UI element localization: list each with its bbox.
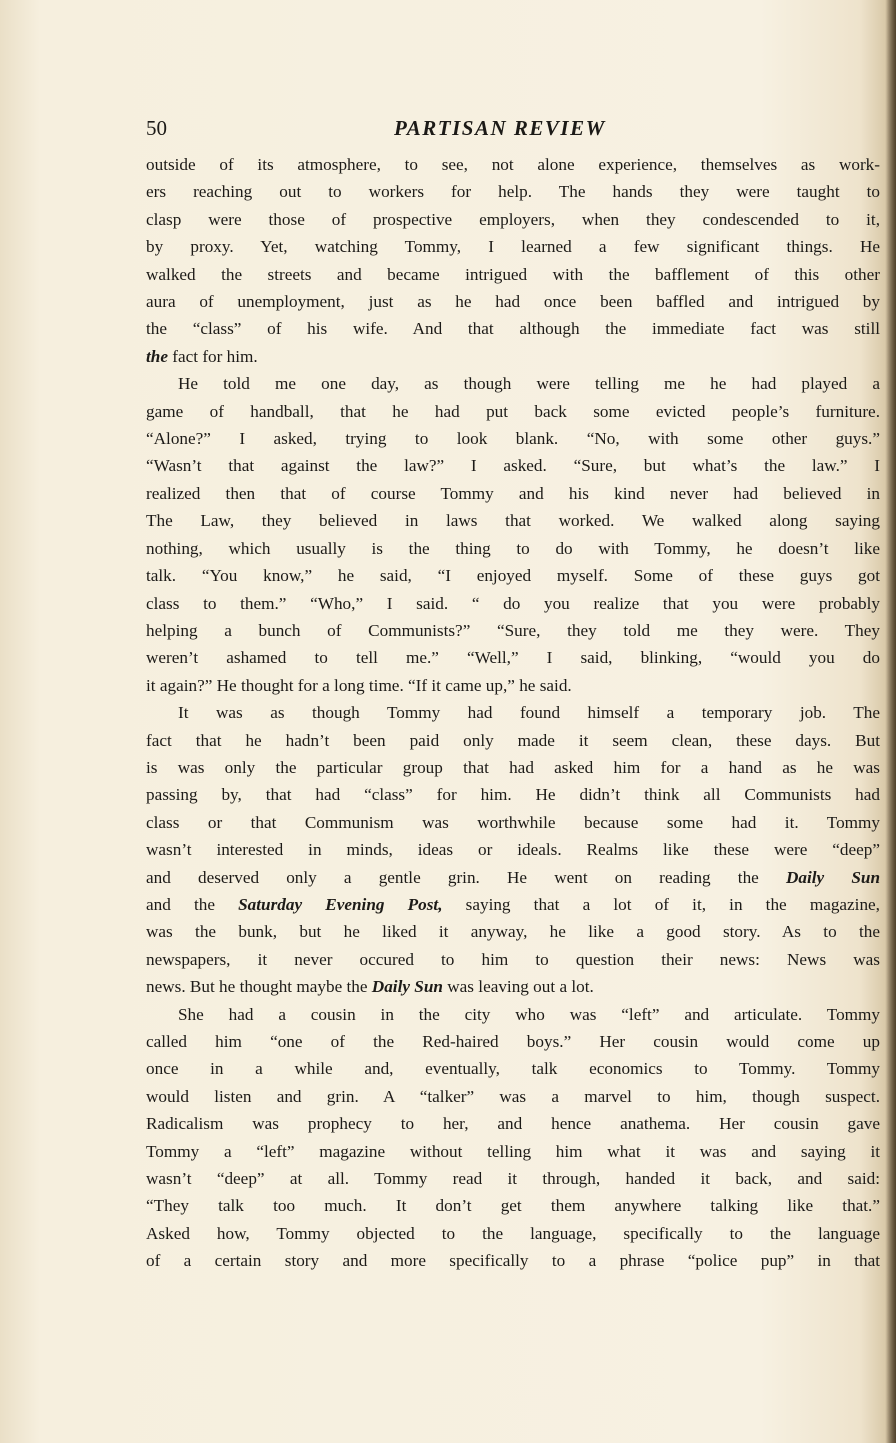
text-line: wasn’t “deep” at all. Tommy read it through, handed it back, and said: bbox=[146, 1169, 880, 1189]
page-number: 50 bbox=[146, 116, 167, 140]
text-line: He told me one day, as though were telling me he had played a bbox=[178, 374, 880, 394]
text-line: game of handball, that he had put back some evicted people’s furniture. bbox=[146, 401, 880, 421]
text-fragment: and deserved only a gentle grin. He went on reading the bbox=[146, 867, 759, 887]
text-line: the “class” of his wife. And that although the immediate fact was still bbox=[146, 319, 880, 339]
text-line: ers reaching out to workers for help. The hands they were taught to bbox=[146, 182, 880, 202]
text-line: Radicalism was prophecy to her, and hence anathema. Her cousin gave bbox=[146, 1114, 880, 1134]
text-fragment: saying that a lot of it, in the magazine, bbox=[465, 894, 880, 914]
text-line bbox=[146, 891, 880, 918]
article-body bbox=[146, 151, 880, 1275]
text-line: once in a while and, eventually, talk economics to Tommy. Tommy bbox=[146, 1059, 880, 1079]
emphasis: Daily Sun bbox=[371, 977, 443, 997]
text-line: was the bunk, but he liked it anyway, he like a good story. As to the bbox=[146, 922, 880, 942]
text-line: “They talk too much. It don’t get them anywhere talking like that.” bbox=[146, 1196, 880, 1216]
running-header bbox=[146, 114, 880, 146]
text-line: clasp were those of prospective employers, when they condescended to it, bbox=[146, 209, 880, 229]
journal-title: PARTISAN REVIEW bbox=[394, 116, 606, 140]
text-fragment: and the bbox=[146, 894, 215, 914]
text-line bbox=[146, 973, 880, 1000]
text-line: fact that he hadn’t been paid only made it seem clean, these days. But bbox=[146, 730, 880, 750]
text-line: weren’t ashamed to tell me.” “Well,” I said, blinking, “would you do bbox=[146, 648, 880, 668]
paragraph-4 bbox=[146, 1001, 880, 1275]
text-line: nothing, which usually is the thing to do with Tommy, he doesn’t like bbox=[146, 538, 880, 558]
text-fragment: fact for him. bbox=[167, 346, 258, 366]
emphasis: the bbox=[146, 346, 168, 366]
text-line: Tommy a “left” magazine without telling him what it was and saying it bbox=[146, 1141, 880, 1161]
text-line: “Alone?” I asked, trying to look blank. “No, with some other guys.” bbox=[146, 429, 880, 449]
paragraph-1 bbox=[146, 151, 880, 370]
text-line: walked the streets and became intrigued with the bafflement of this other bbox=[146, 264, 880, 284]
emphasis: Daily Sun bbox=[785, 867, 881, 887]
text-line: it again?” He thought for a long time. “If it came up,” he said. bbox=[146, 675, 572, 695]
text-line: wasn’t interested in minds, ideas or ideals. Realms like these were “deep” bbox=[146, 840, 880, 860]
text-line: Asked how, Tommy objected to the language, specifically to the language bbox=[146, 1223, 880, 1243]
text-line: The Law, they believed in laws that worked. We walked along saying bbox=[146, 511, 880, 531]
text-line: outside of its atmosphere, to see, not alone experience, themselves as work- bbox=[146, 155, 880, 174]
emphasis: Saturday Evening Post, bbox=[238, 894, 443, 914]
text-line: talk. “You know,” he said, “I enjoyed myself. Some of these guys got bbox=[146, 566, 880, 586]
paragraph-3 bbox=[146, 699, 880, 1000]
text-line: aura of unemployment, just as he had once been baffled and intrigued by bbox=[146, 292, 880, 312]
text-fragment: news. But he thought maybe the bbox=[146, 977, 368, 997]
text-line: class or that Communism was worthwhile because some had it. Tommy bbox=[146, 812, 880, 832]
text-line: by proxy. Yet, watching Tommy, I learned a few significant things. He bbox=[146, 237, 880, 257]
text-fragment: was leaving out a lot. bbox=[447, 977, 594, 997]
text-line bbox=[146, 864, 880, 891]
text-line: She had a cousin in the city who was “left” and articulate. Tommy bbox=[178, 1004, 880, 1024]
text-line: class to them.” “Who,” I said. “ do you realize that you were probably bbox=[146, 593, 880, 613]
text-line: It was as though Tommy had found himself a temporary job. The bbox=[178, 703, 880, 723]
text-line: is was only the particular group that had asked him for a hand as he was bbox=[146, 757, 880, 777]
text-line: “Wasn’t that against the law?” I asked. “Sure, but what’s the law.” I bbox=[146, 456, 880, 476]
text-line: realized then that of course Tommy and his kind never had believed in bbox=[146, 483, 880, 503]
text-line bbox=[146, 343, 880, 370]
text-line: of a certain story and more specifically to a phrase “police pup” in that bbox=[146, 1251, 880, 1271]
text-line: would listen and grin. A “talker” was a marvel to him, though suspect. bbox=[146, 1086, 880, 1106]
text-line: called him “one of the Red-haired boys.” Her cousin would come up bbox=[146, 1032, 880, 1051]
text-line: newspapers, it never occured to him to question their news: News was bbox=[146, 949, 880, 969]
page-edge-shadow bbox=[886, 0, 896, 1443]
paragraph-2 bbox=[146, 370, 880, 699]
text-line: passing by, that had “class” for him. He didn’t think all Communists had bbox=[146, 785, 880, 805]
text-line: helping a bunch of Communists?” “Sure, they told me they were. They bbox=[146, 620, 880, 640]
